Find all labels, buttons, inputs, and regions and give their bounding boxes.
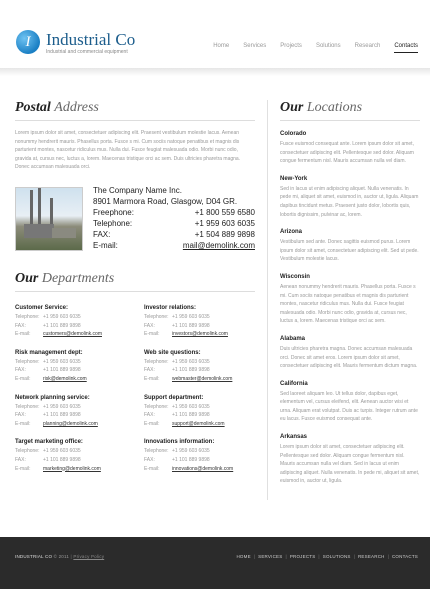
phone-label: Telephone:	[144, 448, 169, 455]
department-name: Innovations information:	[144, 439, 215, 446]
location-name: Colorado	[280, 131, 307, 137]
copyright: INDUSTRIAL CO © 2011 | Privacy Policy	[15, 554, 105, 559]
location-text: Duis ultricies pharetra magna. Donec accumsan malesuada orci. Donec sit amet eros. Lorem ipsum dolor sit amet, consectetuer adipiscing elit. Mauris fermentum dictum magna.	[280, 345, 418, 370]
postal-title-rest: Address	[54, 100, 99, 115]
department-fax	[144, 411, 254, 420]
locations-title-rest: Locations	[306, 100, 363, 115]
location-item	[280, 380, 420, 424]
email-label: E-mail:	[15, 420, 31, 427]
site-header	[0, 0, 430, 68]
location-item	[280, 433, 420, 486]
fax-label: FAX:	[144, 367, 155, 374]
fax-value: +1 101 889 9898	[43, 322, 81, 329]
department-email-link[interactable]: webmaster@demolink.com	[172, 375, 233, 382]
fax-label: FAX:	[15, 367, 26, 374]
location-item	[280, 175, 420, 219]
department-item	[144, 349, 254, 384]
department-name: Customer Service:	[15, 304, 69, 311]
nav-services[interactable]: Services	[243, 43, 267, 49]
departments-grid	[15, 304, 255, 473]
left-column	[15, 100, 255, 473]
fax-value: +1 101 889 9898	[172, 322, 210, 329]
department-phone	[15, 358, 144, 367]
telephone-label: Telephone:	[93, 218, 133, 228]
fax-value: +1 101 889 9898	[43, 456, 81, 463]
footer-brand: INDUSTRIAL CO	[15, 554, 53, 559]
telephone-value: +1 959 603 6035	[194, 218, 255, 228]
department-phone	[144, 313, 254, 322]
department-name: Risk management dept:	[15, 349, 83, 356]
phone-label: Telephone:	[15, 313, 40, 320]
address-details	[93, 185, 255, 251]
department-email-link[interactable]: innovations@demolink.com	[172, 465, 234, 472]
department-phone	[144, 358, 254, 367]
fax-label: FAX:	[93, 229, 111, 239]
department-phone	[144, 447, 254, 456]
footer-nav-services[interactable]: SERVICES	[258, 554, 283, 559]
fax-label: FAX:	[144, 456, 155, 463]
phone-label: Telephone:	[144, 403, 169, 410]
fax-value: +1 101 889 9898	[172, 367, 210, 374]
department-fax	[144, 456, 254, 465]
department-item	[15, 438, 144, 473]
departments-section	[15, 271, 255, 473]
locations-title-bold: Our	[280, 100, 304, 115]
department-item	[144, 394, 254, 429]
nav-contacts[interactable]: Contacts	[394, 43, 418, 53]
department-fax	[15, 366, 144, 375]
departments-title-rest: Departments	[41, 270, 115, 286]
departments-title	[15, 271, 255, 287]
department-fax	[144, 366, 254, 375]
department-fax	[15, 456, 144, 465]
email-label: E-mail:	[144, 331, 160, 338]
location-text: Sed laoreet aliquam leo. Ut tellus dolor, dapibus eget, elementum vel, cursus eleifend, elit. Aenean auctor wisi et urna. Aliquam erat volutpat. Duis ac turpis. Integer rutrum ante eu lacus. Fusce euismod consequat ante.	[280, 390, 418, 423]
fax-value: +1 101 889 9898	[43, 412, 81, 419]
fax-label: FAX:	[15, 322, 26, 329]
footer-nav: HOME | SERVICES | PROJECTS | SOLUTIONS | RESEARCH | CONTACTS	[236, 554, 418, 559]
phone-value: +1 959 603 6035	[172, 448, 210, 455]
fax-label: FAX:	[15, 456, 26, 463]
location-name: New-York	[280, 175, 308, 182]
location-text: Sed in lacus ut enim adipiscing aliquet. Nulla venenatis. In pede mi, aliquet sit amet, euismod in, auctor ut, ligula. Aliquam dapibus tincidunt metus. Praesent justo dolor, lobortis quis, lobortis dignissim, pulvinar ac, lorem.	[280, 185, 419, 218]
department-fax	[144, 322, 254, 331]
fax-label: FAX:	[15, 412, 26, 419]
logo-tagline: Industrial and commercial equipment	[46, 49, 128, 55]
telephone-row	[93, 218, 255, 229]
department-fax	[15, 322, 144, 331]
fax-value: +1 101 889 9898	[172, 456, 210, 463]
department-email	[15, 420, 144, 429]
email-label: E-mail:	[144, 375, 160, 382]
email-label: E-mail:	[144, 420, 160, 427]
site-footer	[0, 537, 430, 589]
department-name: Investor relations:	[144, 304, 197, 311]
company-name: The Company Name Inc.	[93, 185, 182, 195]
nav-research[interactable]: Research	[354, 43, 381, 49]
departments-title-bold: Our	[15, 270, 39, 286]
phone-label: Telephone:	[15, 448, 40, 455]
divider	[280, 120, 420, 121]
department-item	[144, 304, 254, 339]
location-text: Lorem ipsum dolor sit amet, consectetuer adipiscing elit. Pellentesque sed dolor. Aliquam congue fermentum nisl. Mauris accumsan nulla vel diam. Sed in lacus ut enim adipiscing aliquet. Nulla venenatis. In pede mi, aliquet sit amet, euismod in, auctor ut, ligula.	[280, 444, 420, 485]
logo-icon[interactable]: I	[16, 30, 40, 54]
location-name: Alabama	[280, 335, 306, 342]
fax-value: +1 101 889 9898	[43, 367, 81, 374]
department-email-link[interactable]: customers@demolink.com	[43, 331, 102, 338]
department-item	[144, 438, 254, 473]
footer-nav-solutions[interactable]: SOLUTIONS	[322, 554, 351, 559]
location-item	[280, 130, 420, 166]
department-email	[15, 330, 144, 339]
location-name: Arkansas	[280, 434, 308, 441]
phone-label: Telephone:	[15, 403, 40, 410]
column-divider	[267, 100, 268, 500]
divider	[15, 120, 255, 121]
freephone-label: Freephone:	[93, 207, 134, 217]
department-email	[144, 375, 254, 384]
department-email	[15, 465, 144, 474]
phone-value: +1 959 603 6035	[172, 358, 210, 365]
location-name: Arizona	[280, 229, 303, 236]
phone-value: +1 959 603 6035	[43, 448, 81, 455]
department-email	[144, 465, 254, 474]
location-text: Vestibulum sed ante. Donec sagittis euismod purus. Lorem ipsum dolor sit amet, consectetuer adipiscing elit. Sed ut pede. Vestibulum molestie lacus.	[280, 239, 419, 263]
postal-title-bold: Postal	[15, 100, 51, 115]
fax-label: FAX:	[144, 322, 155, 329]
department-item	[15, 394, 144, 429]
locations-list	[280, 130, 420, 486]
location-item	[280, 335, 420, 371]
location-item	[280, 273, 420, 326]
email-label: E-mail:	[15, 375, 31, 382]
footer-nav-projects[interactable]: PROJECTS	[289, 554, 316, 559]
phone-value: +1 959 603 6035	[172, 313, 210, 320]
fax-label: FAX:	[144, 412, 155, 419]
department-phone	[144, 403, 254, 412]
email-row	[93, 240, 255, 251]
footer-nav-home[interactable]: HOME	[236, 554, 251, 559]
department-name: Target marketing office:	[15, 439, 83, 446]
logo-title[interactable]: Industrial Co	[46, 30, 136, 49]
footer-nav-contacts[interactable]: CONTACTS	[391, 554, 418, 559]
divider	[15, 291, 255, 292]
department-email-link[interactable]: planning@demolink.com	[43, 420, 98, 427]
department-email	[144, 330, 254, 339]
freephone-row	[93, 207, 255, 218]
department-phone	[15, 403, 144, 412]
right-column	[280, 100, 420, 486]
department-name: Network planning service:	[15, 394, 90, 401]
department-phone	[15, 313, 144, 322]
privacy-policy-link[interactable]: Privacy Policy	[73, 554, 105, 559]
freephone-value: +1 800 559 6580	[194, 207, 255, 217]
location-name: California	[280, 380, 308, 387]
fax-value: +1 101 889 9898	[172, 412, 210, 419]
phone-label: Telephone:	[144, 358, 169, 365]
nav-solutions[interactable]: Solutions	[315, 43, 341, 49]
factory-image	[15, 187, 83, 251]
location-item	[280, 228, 420, 264]
phone-label: Telephone:	[15, 358, 40, 365]
department-fax	[15, 411, 144, 420]
main-nav	[199, 43, 418, 53]
nav-home[interactable]: Home	[213, 43, 230, 49]
street-address: 8901 Marmora Road, Glasgow, D04 GR.	[93, 196, 238, 206]
department-item	[15, 304, 144, 339]
department-email	[15, 375, 144, 384]
address-block	[15, 187, 255, 255]
locations-title	[280, 100, 420, 116]
department-name: Web site questions:	[144, 349, 201, 356]
department-email-link[interactable]: risk@demolink.com	[43, 375, 87, 382]
phone-value: +1 959 603 6035	[172, 403, 210, 410]
department-email-link[interactable]: investors@demolink.com	[172, 331, 228, 338]
copyright-year: © 2011	[53, 554, 70, 559]
phone-value: +1 959 603 6035	[43, 358, 81, 365]
location-text: Fusce euismod consequat ante. Lorem ipsum dolor sit amet, consectetuer adipiscing elit. Pellentesque sed dolor. Aliquam congue fermentum nisl. Mauris accumsan nulla vel diam.	[280, 141, 414, 165]
fax-row	[93, 229, 255, 240]
header-shadow	[0, 68, 430, 76]
department-email-link[interactable]: support@demolink.com	[172, 420, 225, 427]
email-label: E-mail:	[15, 465, 31, 472]
department-email	[144, 420, 254, 429]
email-label: E-mail:	[93, 240, 118, 250]
phone-label: Telephone:	[144, 313, 169, 320]
department-phone	[15, 447, 144, 456]
postal-address-title	[15, 100, 255, 116]
location-text: Aenean nonummy hendrerit mauris. Phasellus porta. Fusce s mi. Cum sociis natoque penatibus et magnis dis parturient montes, nascetur ridiculus mus. Nulla dui. Fusce feugiat malesuada odio. Morbi nunc odio, gravida at, cursus nec, luctus a, lorem. Maecenas tristique orci ac sem.	[280, 283, 416, 325]
department-email-link[interactable]: marketing@demolink.com	[43, 465, 101, 472]
phone-value: +1 959 603 6035	[43, 403, 81, 410]
department-name: Support department:	[144, 394, 204, 401]
fax-value: +1 504 889 9898	[194, 229, 255, 239]
email-label: E-mail:	[144, 465, 160, 472]
email-label: E-mail:	[15, 331, 31, 338]
postal-paragraph: Lorem ipsum dolor sit amet, consectetuer adipiscing elit. Praesent vestibulum molestie lacus. Aenean nonummy hendrerit mauris. Phasellus porta. Fusce s mi. Cum sociis natoque penatibus et magnis dis parturient montes, nascetur ridiculus mus. Nulla dui. Fusce feugiat malesuada odio. Morbi nunc odio, gravida at, cursus nec, luctus a, lorem. Maecenas tristique orci ac sem. Duis ultricies pharetra magna. Donec accumsan malesuada orci.	[15, 130, 241, 171]
phone-value: +1 959 603 6035	[43, 313, 81, 320]
department-item	[15, 349, 144, 384]
email-link[interactable]: mail@demolink.com	[182, 240, 255, 250]
nav-projects[interactable]: Projects	[280, 43, 302, 49]
location-name: Wisconsin	[280, 273, 310, 280]
footer-nav-research[interactable]: RESEARCH	[357, 554, 385, 559]
